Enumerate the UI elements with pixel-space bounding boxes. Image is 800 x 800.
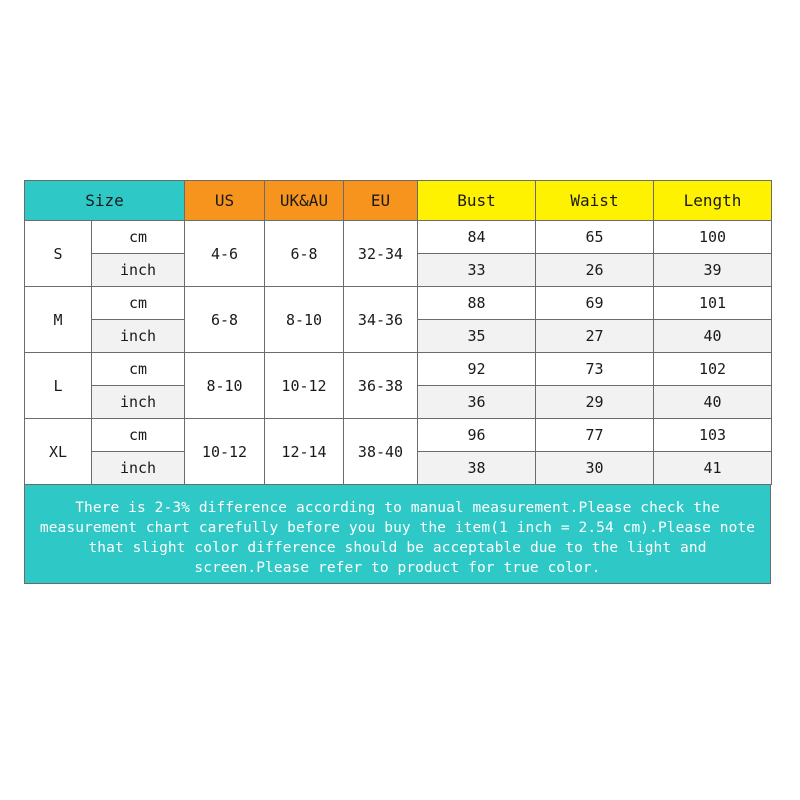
eu-size-cell: 36-38 [344, 353, 418, 419]
length-inch-cell: 41 [654, 452, 772, 485]
length-cm-cell: 103 [654, 419, 772, 452]
us-size-cell: 4-6 [185, 221, 265, 287]
table-row-cm [25, 353, 772, 386]
length-inch-cell: 40 [654, 386, 772, 419]
header-length: Length [654, 181, 772, 221]
measurement-note: There is 2-3% difference according to manual measurement.Please check the measurement chart carefully before you buy the item(1 inch = 2.54 cm).Please note that slight color difference should be acceptable due to the light and screen.Please refer to product for true color. [24, 485, 771, 584]
eu-size-cell: 32-34 [344, 221, 418, 287]
length-cm-cell: 101 [654, 287, 772, 320]
table-row-cm [25, 419, 772, 452]
length-inch-cell: 39 [654, 254, 772, 287]
unit-cm-label: cm [92, 287, 185, 320]
bust-inch-cell: 33 [418, 254, 536, 287]
us-size-cell: 8-10 [185, 353, 265, 419]
table-row-cm [25, 287, 772, 320]
waist-inch-cell: 27 [536, 320, 654, 353]
size-label: XL [25, 419, 92, 485]
header-us: US [185, 181, 265, 221]
length-cm-cell: 100 [654, 221, 772, 254]
size-label: M [25, 287, 92, 353]
eu-size-cell: 38-40 [344, 419, 418, 485]
bust-cm-cell: 84 [418, 221, 536, 254]
bust-inch-cell: 36 [418, 386, 536, 419]
size-chart [24, 180, 771, 584]
waist-cm-cell: 69 [536, 287, 654, 320]
bust-inch-cell: 38 [418, 452, 536, 485]
ukau-size-cell: 6-8 [265, 221, 344, 287]
bust-cm-cell: 96 [418, 419, 536, 452]
ukau-size-cell: 10-12 [265, 353, 344, 419]
waist-cm-cell: 73 [536, 353, 654, 386]
unit-cm-label: cm [92, 221, 185, 254]
header-eu: EU [344, 181, 418, 221]
header-ukau: UK&AU [265, 181, 344, 221]
unit-inch-label: inch [92, 452, 185, 485]
size-label: L [25, 353, 92, 419]
size-table [24, 180, 772, 485]
unit-cm-label: cm [92, 353, 185, 386]
waist-inch-cell: 26 [536, 254, 654, 287]
ukau-size-cell: 12-14 [265, 419, 344, 485]
waist-cm-cell: 65 [536, 221, 654, 254]
unit-cm-label: cm [92, 419, 185, 452]
waist-inch-cell: 29 [536, 386, 654, 419]
header-row [25, 181, 772, 221]
waist-inch-cell: 30 [536, 452, 654, 485]
unit-inch-label: inch [92, 320, 185, 353]
ukau-size-cell: 8-10 [265, 287, 344, 353]
table-row-cm [25, 221, 772, 254]
length-cm-cell: 102 [654, 353, 772, 386]
bust-cm-cell: 88 [418, 287, 536, 320]
header-waist: Waist [536, 181, 654, 221]
waist-cm-cell: 77 [536, 419, 654, 452]
unit-inch-label: inch [92, 386, 185, 419]
bust-cm-cell: 92 [418, 353, 536, 386]
length-inch-cell: 40 [654, 320, 772, 353]
size-label: S [25, 221, 92, 287]
us-size-cell: 6-8 [185, 287, 265, 353]
header-bust: Bust [418, 181, 536, 221]
unit-inch-label: inch [92, 254, 185, 287]
eu-size-cell: 34-36 [344, 287, 418, 353]
header-size: Size [25, 181, 185, 221]
bust-inch-cell: 35 [418, 320, 536, 353]
us-size-cell: 10-12 [185, 419, 265, 485]
